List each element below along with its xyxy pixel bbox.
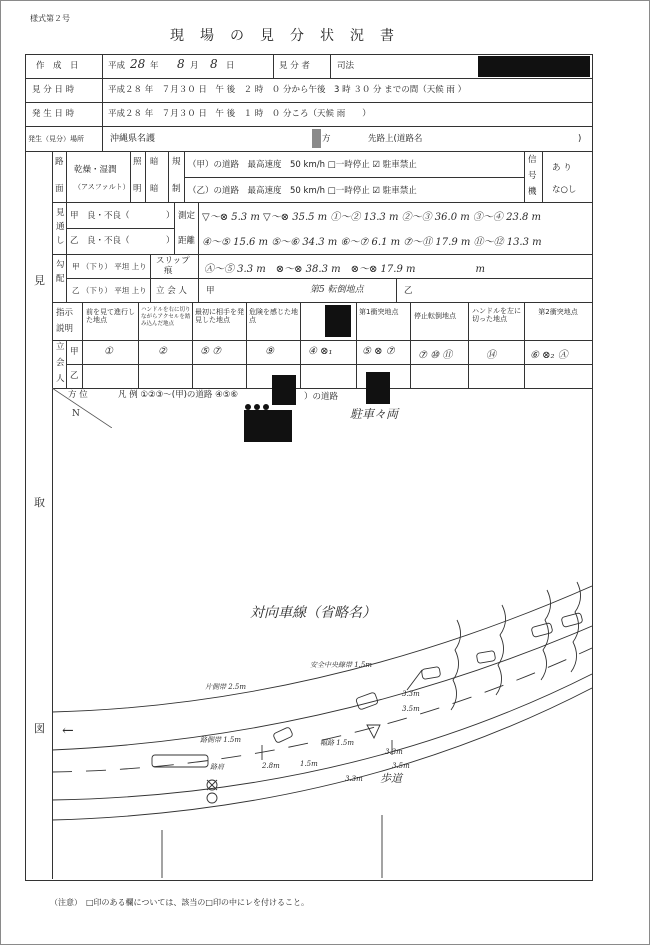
slip-label-2: 痕 <box>164 266 173 276</box>
legend-text-2: ）の道路 <box>304 392 339 402</box>
sketch-label-3: 路側帯 1.5m <box>200 736 241 744</box>
parking-annotation: 駐車々両 <box>350 407 399 421</box>
measure-line-2: ④～⑤ 15.6 m ⑤～⑥ 34.3 m ⑥～⑦ 6.1 m ⑦～⑪ 17.9 m ⑪～⑫ 13.3 m <box>202 237 542 248</box>
visibility-label: 見通し <box>56 208 65 246</box>
val-col-9: ⑥ ⊗₂ Ⓐ <box>530 350 568 361</box>
sketch-label-6: 3.3m <box>402 690 420 698</box>
inspector-value: 司法 <box>337 61 355 71</box>
col-8-header: ハンドルを左に切った地点 <box>472 307 521 323</box>
sketch-label-12: 3.5m <box>392 762 410 770</box>
witness-vert-3: 人 <box>56 374 65 384</box>
inspection-text: 平成２８ 年 ７月３０ 日 午 後 ２ 時 ０ 分から午後 3 時 ３０ 分 までの間（天候 雨 ） <box>108 85 467 95</box>
visibility-a: 甲 良・不良（ <box>70 211 130 221</box>
val-col-8: ⑭ <box>486 350 496 361</box>
created-label: 作 成 日 <box>36 61 79 71</box>
reg-label-1: 規 <box>172 157 181 167</box>
lighting-label-1: 照 <box>133 157 142 167</box>
created-month-unit: 月 <box>190 61 199 71</box>
sketch-label-5: 幅路 1.5m <box>320 739 354 747</box>
opposite-lane-label: 対向車線（省略名） <box>250 605 376 621</box>
col-4-header: 危険を感じた地点 <box>249 308 298 324</box>
measure-line-1: ▽～⊗ 5.3 m ▽～⊗ 35.5 m ①～② 13.3 m ②～③ 36.0 m ③～④ 23.8 m <box>202 212 542 223</box>
place-suffix: 方 <box>322 134 331 144</box>
svg-text:N: N <box>72 409 80 419</box>
visibility-b: 乙 良・不良（ <box>70 236 130 246</box>
created-day: 8 <box>210 57 218 71</box>
redaction <box>478 56 590 77</box>
left-arrow: ← <box>62 723 74 739</box>
side-label-3: 図 <box>34 722 45 735</box>
sketch-label-9: 3.3m <box>345 775 363 783</box>
sketch-label-1: 片側帯 2.5m <box>205 683 246 691</box>
sketch-label-8: 2.8m <box>262 762 280 770</box>
witness-row-a: 甲 <box>70 347 79 357</box>
signal-label-1: 信 <box>528 155 537 165</box>
witness-a: 甲 <box>206 286 215 296</box>
side-label-1: 見 <box>34 274 45 287</box>
road-label-1: 路 <box>55 157 64 167</box>
legend-text: 凡 例 ①②③～(甲)の道路 ④⑤⑥ <box>118 390 238 400</box>
val-col-7: ⑦ ⑩ ⑪ <box>418 350 453 361</box>
place-value: 沖縄県名護 <box>110 134 156 144</box>
distance-label: 距離 <box>178 236 196 246</box>
occurrence-text: 平成２８ 年 ７月３０ 日 午 後 １ 時 ０ 分ころ（天候 雨 ） <box>108 109 371 119</box>
redaction-gray <box>312 129 321 148</box>
inspection-label: 見 分 日 時 <box>32 85 75 95</box>
witness-vert-2: 会 <box>56 358 65 368</box>
witness-label: 立 会 人 <box>156 286 187 296</box>
sketch-label-11: 1.5m <box>300 760 318 768</box>
sketch-label-10: 3.3m <box>385 748 403 756</box>
form-number: 様式第２号 <box>30 14 70 23</box>
inspector-label: 見 分 者 <box>279 61 310 71</box>
place-label: 発生（見分）場所 <box>28 135 84 143</box>
occurrence-label: 発 生 日 時 <box>32 109 75 119</box>
indication-label-1: 指示 <box>56 308 74 318</box>
slip-label-1: スリップ <box>156 256 190 266</box>
created-year: 28 <box>130 57 146 71</box>
signal-yes: あ り <box>552 163 572 173</box>
annotation-falling-point: 第5 転倒地点 <box>310 285 364 295</box>
val-col-1: ① <box>104 346 113 357</box>
place-road-name: 先路上(道路名 <box>368 134 423 144</box>
slope-b: 乙 （下り） 平坦 上り <box>72 286 147 295</box>
witness-b: 乙 <box>404 286 413 296</box>
signal-label-3: 機 <box>528 187 537 197</box>
slope-a: 甲 （下り） 平坦 上り <box>72 262 147 271</box>
page-title: 現 場 の 見 分 状 況 書 <box>170 28 395 44</box>
val-col-2: ② <box>158 346 167 357</box>
val-col-4: ⑨ <box>265 346 274 357</box>
reg-label-2: 制 <box>172 184 181 194</box>
col-6-header: 第1衝突地点 <box>359 308 399 316</box>
place-paren: ) <box>578 134 582 144</box>
col-1-header: 前を見て進行した地点 <box>86 308 135 324</box>
lighting-value-1: 暗 <box>150 157 159 167</box>
measure-label: 測定 <box>178 211 196 221</box>
visibility-a-close: ） <box>166 211 175 221</box>
sketch-label-2: 安全中央線帯 1.5m <box>310 661 372 669</box>
sketch-label-4: 路肩 <box>210 763 224 771</box>
walkway-label: 歩道 <box>380 772 402 785</box>
visibility-b-close: ） <box>166 236 175 246</box>
road-surface-sub: （アスファルト） <box>74 183 130 191</box>
col-2-header: ハンドルを右に切りながらアクセルを踏み込んだ地点 <box>141 307 191 327</box>
val-col-5: ④ ⊗₁ <box>308 346 333 357</box>
reg-road-b: （乙）の道路 最高速度 50 km/h □一時停止 ☑ 駐車禁止 <box>188 186 417 196</box>
slope-label: 勾配 <box>56 260 65 284</box>
created-month: 8 <box>177 57 185 71</box>
signal-no: な○し <box>552 185 577 195</box>
col-9-header: 第2衝突地点 <box>538 308 578 316</box>
created-year-unit: 年 <box>150 61 159 71</box>
lighting-value-2: 暗 <box>150 184 159 194</box>
indication-label-2: 説明 <box>56 324 74 334</box>
redaction <box>325 305 351 337</box>
witness-row-b: 乙 <box>70 371 79 381</box>
col-3-header: 最初に相手を発見した地点 <box>195 308 244 324</box>
created-day-unit: 日 <box>226 61 235 71</box>
accident-sketch <box>52 400 592 878</box>
val-col-3: ⑤ ⑦ <box>200 346 222 357</box>
created-era: 平成 <box>108 61 126 71</box>
side-label-2: 取 <box>34 496 45 509</box>
witness-vert-1: 立 <box>56 342 65 352</box>
col-7-header: 停止転倒地点 <box>414 312 456 320</box>
sketch-label-7: 3.5m <box>402 705 420 713</box>
signal-label-2: 号 <box>528 171 537 181</box>
lighting-label-2: 明 <box>133 184 142 194</box>
reg-road-a: （甲）の道路 最高速度 50 km/h □一時停止 ☑ 駐車禁止 <box>188 160 417 170</box>
val-col-6: ⑤ ⊗ ⑦ <box>362 346 395 357</box>
direction-label: 方 位 <box>68 390 88 400</box>
slip-value: Ⓐ～⑤ 3.3 m ⊗～⊗ 38.3 m ⊗～⊗ 17.9 m m <box>204 264 485 275</box>
road-label-2: 面 <box>55 184 64 194</box>
footer-note: （注意） □印のある欄については、該当の□印の中にレを付けること。 <box>50 898 309 907</box>
road-surface: 乾燥・湿潤 <box>74 165 117 175</box>
